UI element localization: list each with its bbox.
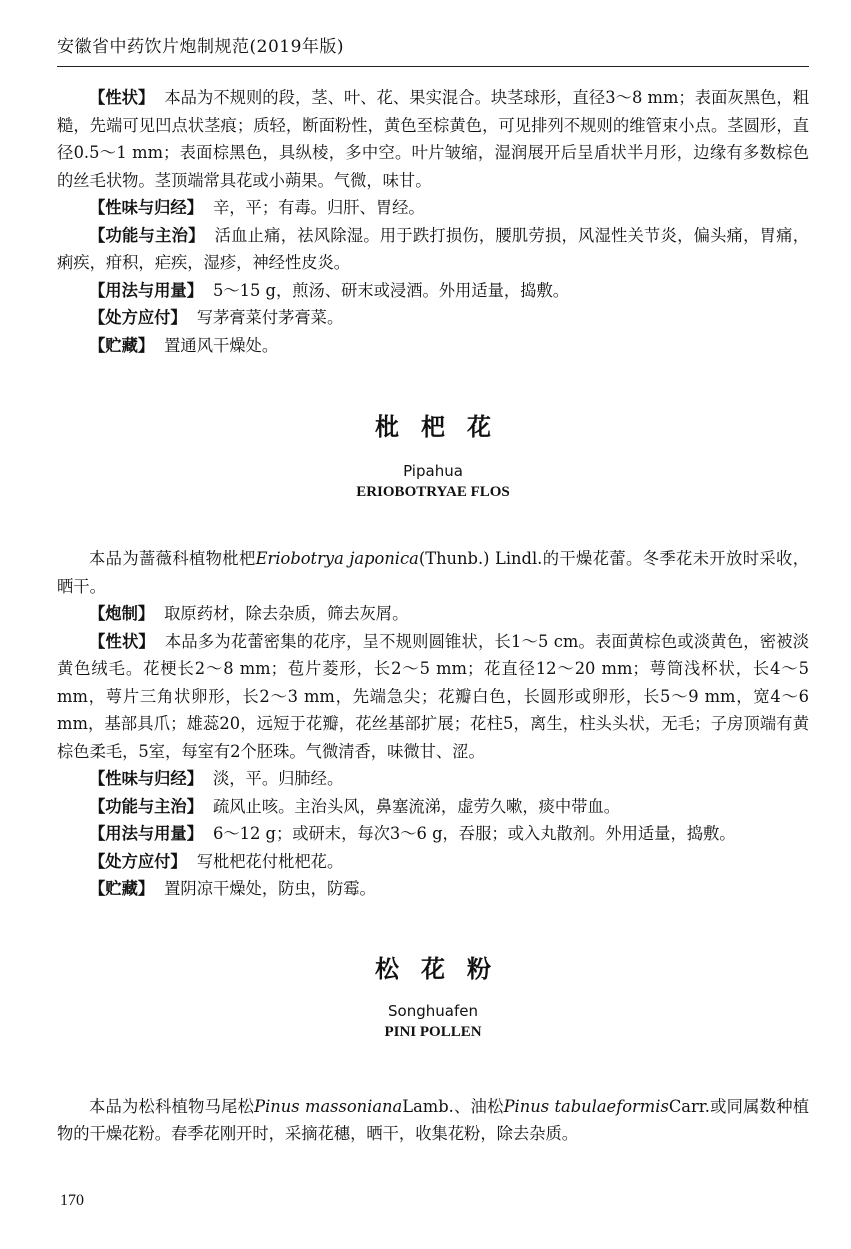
section-nature — [57, 194, 809, 222]
section-function — [57, 793, 809, 821]
section-text: 写枇杷花付枇杷花。 — [196, 851, 344, 871]
page-number: 170 — [60, 1192, 84, 1209]
section-function — [57, 222, 809, 277]
intro-text: (Thunb.) Lindl.的干燥花蕾。冬季花未开放时采收，晒干。 — [57, 549, 809, 596]
section-text: 活血止痛，祛风除湿。用于跌打损伤，腰肌劳损，风湿性关节炎，偏头痛，胃痛，痢疾，疳积，疟疾，湿疹，神经性皮炎。 — [57, 225, 809, 272]
section-label: 【处方应付】 — [89, 851, 187, 871]
section-dosage — [57, 820, 809, 848]
intro-text: Carr.或同属数种植物的干燥花粉。春季花刚开时，采摘花穗，晒干，收集花粉，除去杂质。 — [57, 1096, 809, 1143]
intro-text: Lamb.、油松 — [402, 1096, 504, 1116]
section-label: 【炮制】 — [89, 604, 155, 623]
entry-title-latin: ERIOBOTRYAE FLOS — [356, 484, 510, 500]
running-header — [57, 30, 809, 67]
section-label: 【性状】 — [89, 631, 155, 651]
section-text: 本品为不规则的段，茎、叶、花、果实混合。块茎球形，直径3～8 mm；表面灰黑色，粗糙，先端可见凹点状茎痕；质轻，断面粉性，黄色至棕黄色，可见排列不规则的维管束小点。茎圆形，直径0.5～1 mm；表面棕黑色，具纵棱，多中空。叶片皱缩，湿润展开后呈盾状半月形，边缘有多数棕色的丝毛状物。茎顶端常具花或小蒴果。气微，味甘。 — [57, 88, 809, 190]
prev-entry — [57, 84, 809, 359]
page-content — [57, 84, 809, 1148]
section-processing — [57, 600, 809, 628]
section-character — [57, 628, 809, 766]
section-label: 【性味与归经】 — [89, 769, 203, 788]
section-text: 淡，平。归肺经。 — [212, 769, 344, 788]
section-text: 置阴凉干燥处，防虫，防霉。 — [164, 879, 376, 898]
section-label: 【贮藏】 — [89, 879, 155, 898]
latin-name: Pinus tabulaeformis — [503, 1096, 669, 1116]
section-nature — [57, 765, 809, 793]
section-text: 取原药材，除去杂质，筛去灰屑。 — [164, 604, 409, 623]
section-label: 【用法与用量】 — [89, 824, 203, 843]
section-prescription — [57, 848, 809, 876]
entry-title-chinese: 枇杷花 — [375, 413, 513, 441]
section-dosage — [57, 277, 809, 305]
entry-title-pinyin: Songhuafen — [388, 1001, 478, 1020]
entry-songhuafen — [57, 949, 809, 1148]
latin-name: Pinus massoniana — [254, 1096, 403, 1116]
section-label: 【性状】 — [89, 88, 155, 107]
section-prescription — [57, 304, 809, 332]
section-label: 【处方应付】 — [89, 308, 187, 327]
entry-intro — [57, 1093, 809, 1148]
entry-title-latin: PINI POLLEN — [384, 1023, 482, 1040]
section-text: 置通风干燥处。 — [164, 335, 279, 355]
entry-title-pinyin: Pipahua — [403, 462, 463, 480]
section-storage — [57, 875, 809, 903]
section-text: 5～15 g，煎汤、研末或浸酒。外用适量，捣敷。 — [212, 280, 570, 300]
section-label: 【功能与主治】 — [89, 796, 203, 816]
section-text: 本品多为花蕾密集的花序，呈不规则圆锥状，长1～5 cm。表面黄棕色或淡黄色，密被淡黄色绒毛。花梗长2～8 mm；苞片菱形，长2～5 mm；花直径12～20 mm；萼筒浅杯状，长4～5 mm，萼片三角状卵形，长2～3 mm，先端急尖；花瓣白色，长圆形或卵形，长5～9 mm，宽4～6 mm，基部具爪；雄蕊20，远短于花瓣，花丝基部扩展；花柱5，离生，柱头头状，无毛；子房顶端有黄棕色柔毛，5室，每室有2个胚珠。气微清香，味微甘、涩。 — [57, 631, 809, 761]
section-text: 疏风止咳。主治头风，鼻塞流涕，虚劳久嗽，痰中带血。 — [212, 796, 621, 816]
section-text: 6～12 g；或研末，每次3～6 g，吞服；或入丸散剂。外用适量，捣敷。 — [212, 824, 736, 843]
section-storage — [57, 332, 809, 360]
entry-title-chinese: 松花粉 — [375, 954, 513, 983]
header-title: 安徽省中药饮片炮制规范(2019年版) — [57, 37, 345, 57]
section-label: 【功能与主治】 — [89, 225, 205, 245]
intro-text: 本品为松科植物马尾松 — [89, 1096, 255, 1116]
section-character — [57, 84, 809, 194]
section-label: 【用法与用量】 — [89, 280, 203, 300]
intro-text: 本品为蔷薇科植物枇杷 — [89, 549, 256, 568]
latin-name: Eriobotrya japonica — [255, 549, 419, 568]
section-text: 辛，平；有毒。归肝、胃经。 — [212, 198, 425, 217]
section-label: 【性味与归经】 — [89, 198, 203, 217]
section-label: 【贮藏】 — [89, 335, 155, 355]
section-text: 写茅膏菜付茅膏菜。 — [196, 308, 344, 327]
entry-pipahua — [57, 407, 809, 903]
entry-intro — [57, 545, 809, 600]
